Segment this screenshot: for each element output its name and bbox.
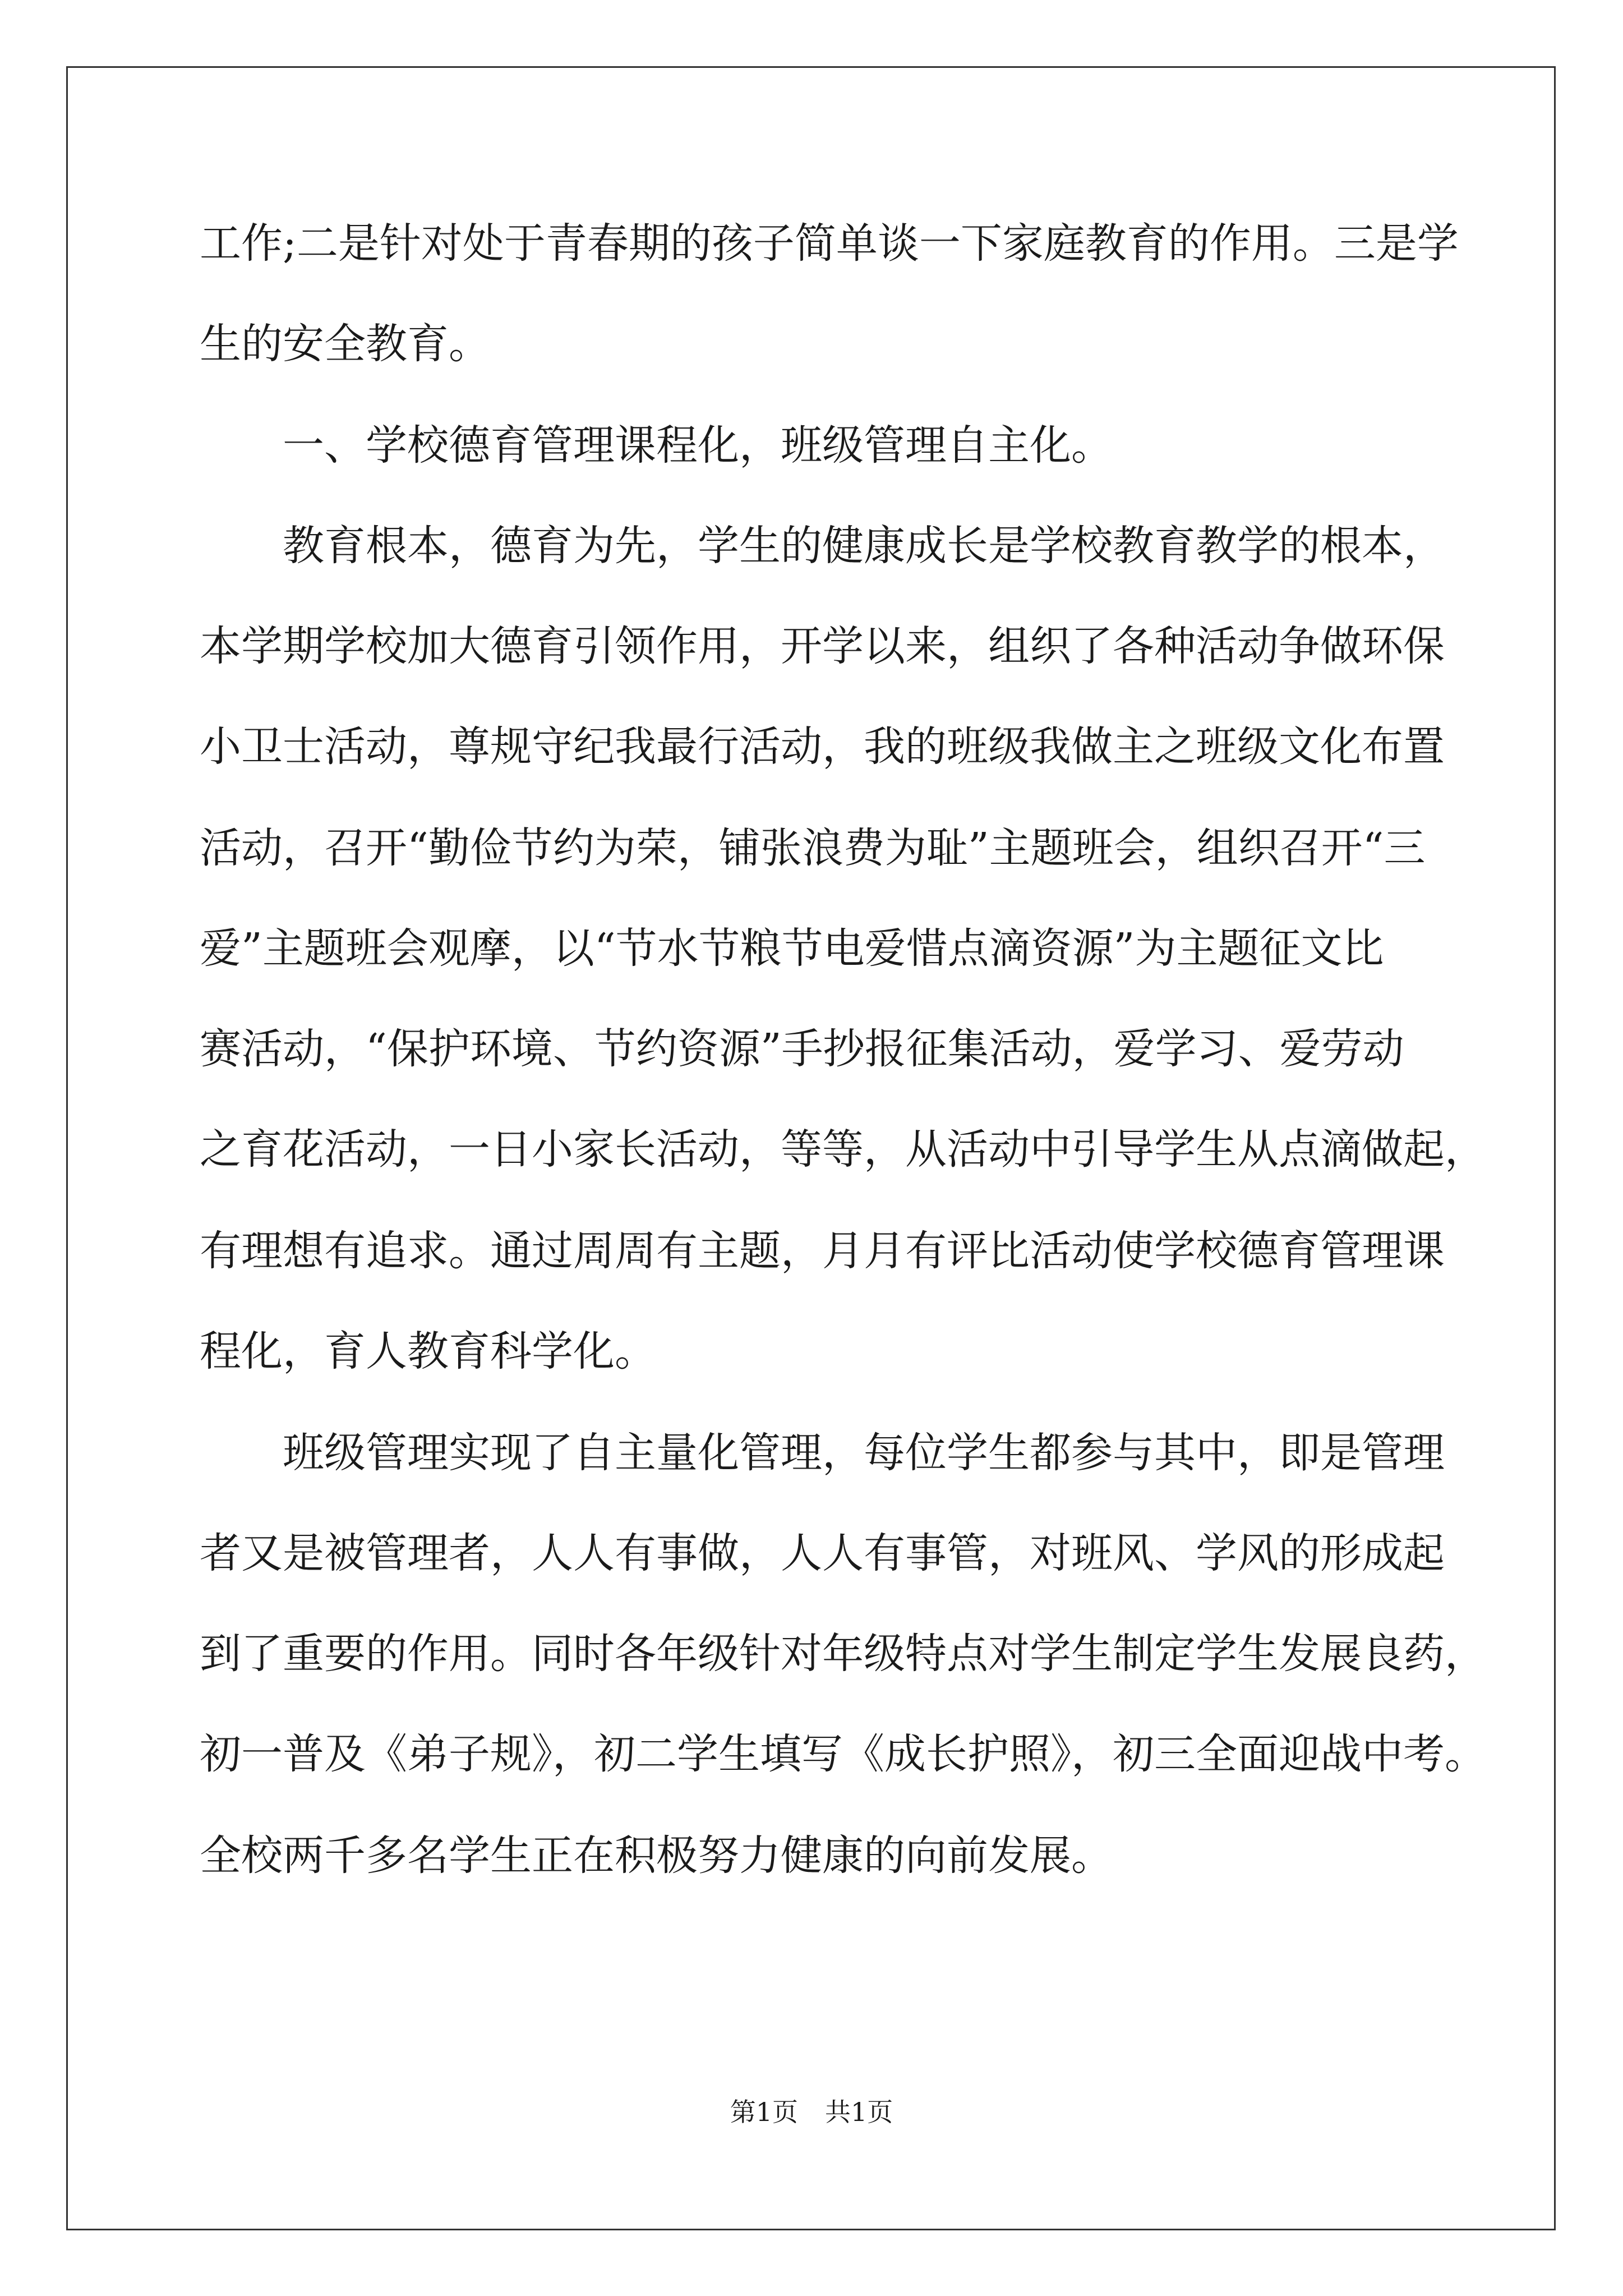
paragraph-line: 教育根本，德育为先，学生的健康成长是学校教育教学的根本， — [200, 522, 1445, 570]
paragraph-line: 全校两千多名学生正在积极努力健康的向前发展。 — [200, 1832, 1113, 1880]
paragraph-line: 赛活动，“保护环境、节约资源”手抄报征集活动，爱学习、爱劳动 — [200, 1025, 1404, 1073]
paragraph-line: 小卫士活动，尊规守纪我最行活动，我的班级我做主之班级文化布置 — [200, 723, 1445, 771]
paragraph-line: 工作;二是针对处于青春期的孩子简单谈一下家庭教育的作用。三是学 — [200, 219, 1459, 268]
paragraph-line: 生的安全教育。 — [200, 320, 490, 368]
section-heading: 一、学校德育管理课程化，班级管理自主化。 — [200, 421, 1113, 470]
page-total: 共1页 — [825, 2097, 893, 2127]
paragraph-line: 有理想有追求。通过周周有主题，月月有评比活动使学校德育管理课 — [200, 1227, 1445, 1275]
paragraph-line: 本学期学校加大德育引领作用，开学以来，组织了各种活动争做环保 — [200, 622, 1445, 670]
paragraph-line: 爱”主题班会观摩，以“节水节粮节电爱惜点滴资源”为主题征文比 — [200, 924, 1384, 973]
paragraph-line: 之育花活动，一日小家长活动，等等，从活动中引导学生从点滴做起， — [200, 1125, 1486, 1174]
page-number: 第1页 — [730, 2097, 798, 2127]
page-footer — [0, 2095, 1623, 2129]
paragraph-line: 初一普及《弟子规》，初二学生填写《成长护照》，初三全面迎战中考。 — [200, 1730, 1486, 1778]
paragraph-line: 活动，召开“勤俭节约为荣，铺张浪费为耻”主题班会，组织召开“三 — [200, 824, 1426, 872]
paragraph-line: 到了重要的作用。同时各年级针对年级特点对学生制定学生发展良药， — [200, 1630, 1486, 1678]
paragraph-line: 程化，育人教育科学化。 — [200, 1327, 656, 1375]
paragraph-line: 班级管理实现了自主量化管理，每位学生都参与其中，即是管理 — [200, 1429, 1445, 1477]
paragraph-line: 者又是被管理者，人人有事做，人人有事管，对班风、学风的形成起 — [200, 1529, 1445, 1577]
